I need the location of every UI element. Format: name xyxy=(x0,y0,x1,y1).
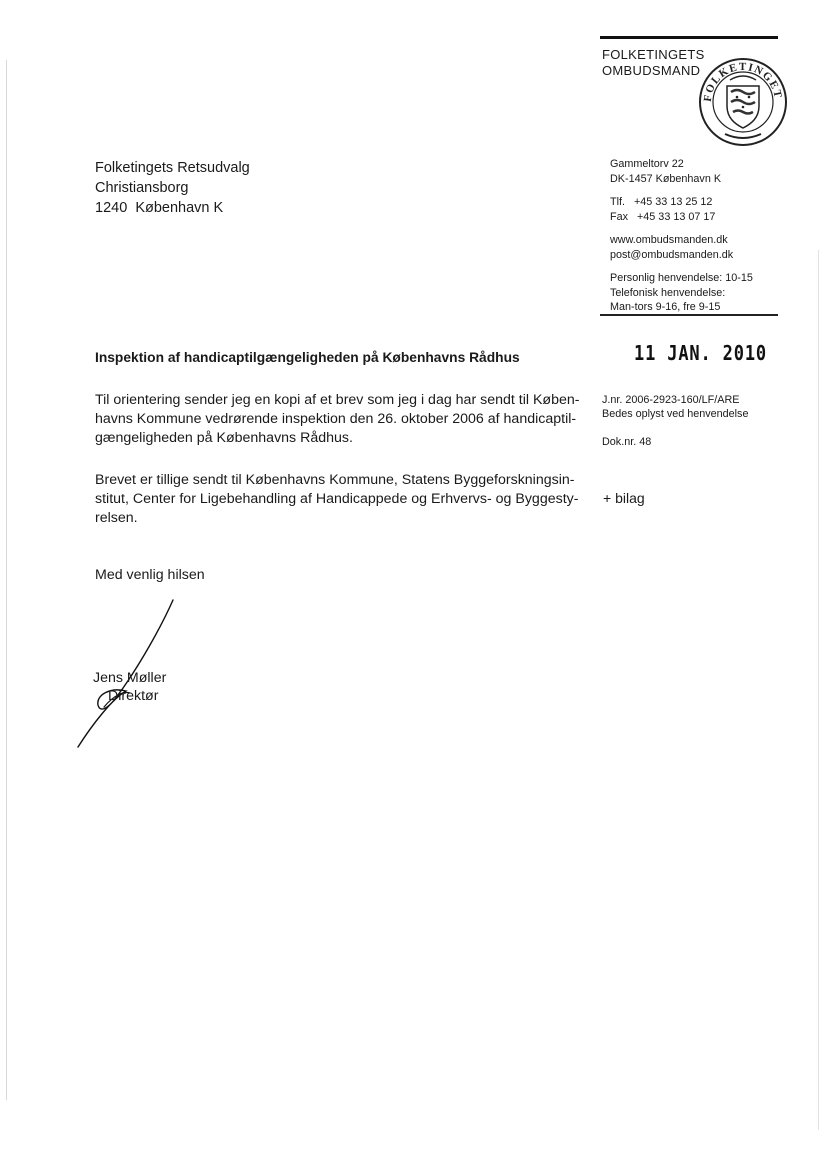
recipient-address xyxy=(95,158,250,218)
reference-note: Bedes oplyst ved henvendelse xyxy=(602,408,749,420)
body-line: Til orientering sender jeg en kopi af et brev som jeg i dag har sendt til Køben- xyxy=(95,392,580,408)
recipient-name: Folketingets Retsudvalg xyxy=(95,160,250,176)
recipient-building: Christiansborg xyxy=(95,180,189,196)
signatory-title: Direktør xyxy=(108,688,159,704)
body-line: havns Kommune vedrørende inspektion den 26. oktober 2006 af handicaptil- xyxy=(95,411,577,427)
sender-email: post@ombudsmanden.dk xyxy=(610,248,734,261)
opening-hours-personal: Personlig henvendelse: 10-15 xyxy=(610,272,753,284)
document-number: Dok.nr. 48 xyxy=(602,436,652,448)
letterhead-org xyxy=(602,47,705,79)
date-stamp: 11 JAN. 2010 xyxy=(634,341,768,365)
signatory-name: Jens Møller xyxy=(93,670,167,686)
sender-phone: Tlf. +45 33 13 25 12 xyxy=(610,196,713,208)
attachment-note: + bilag xyxy=(603,490,645,506)
scan-edge xyxy=(818,250,819,1130)
seal-icon xyxy=(697,56,789,148)
body-line: stitut, Center for Ligebehandling af Handicappede og Erhvervs- og Byggesty- xyxy=(95,491,579,507)
journal-number: J.nr. 2006-2923-160/LF/ARE xyxy=(602,394,740,406)
body-paragraph xyxy=(95,471,579,528)
letter-subject: Inspektion af handicaptilgængeligheden på Københavns Rådhus xyxy=(95,350,520,365)
sender-website: www.ombudsmanden.dk xyxy=(610,234,728,246)
sender-postal: DK-1457 København K xyxy=(610,172,722,185)
opening-hours-phone-label: Telefonisk henvendelse: xyxy=(610,286,726,299)
sender-street: Gammeltorv 22 xyxy=(610,158,684,170)
svg-text:FOLKETINGET: FOLKETINGET xyxy=(701,60,784,103)
contact-rule xyxy=(600,314,778,316)
closing-greeting: Med venlig hilsen xyxy=(95,567,205,583)
letterhead-rule xyxy=(600,36,778,39)
scan-edge xyxy=(6,60,7,1100)
sender-contact-block xyxy=(610,157,753,315)
opening-hours-phone: Man-tors 9-16, fre 9-15 xyxy=(610,301,721,313)
body-line: Brevet er tillige sendt til Københavns Kommune, Statens Byggeforskningsin- xyxy=(95,472,575,488)
sender-fax: Fax +45 33 13 07 17 xyxy=(610,210,716,223)
recipient-city: 1240 København K xyxy=(95,200,224,216)
body-line: gængeligheden på Københavns Rådhus. xyxy=(95,430,353,446)
body-paragraph xyxy=(95,391,580,448)
body-line: relsen. xyxy=(95,510,138,526)
case-reference xyxy=(602,393,748,421)
org-name-line2: OMBUDSMAND xyxy=(602,63,701,78)
org-name-line1: FOLKETINGETS xyxy=(602,47,705,62)
